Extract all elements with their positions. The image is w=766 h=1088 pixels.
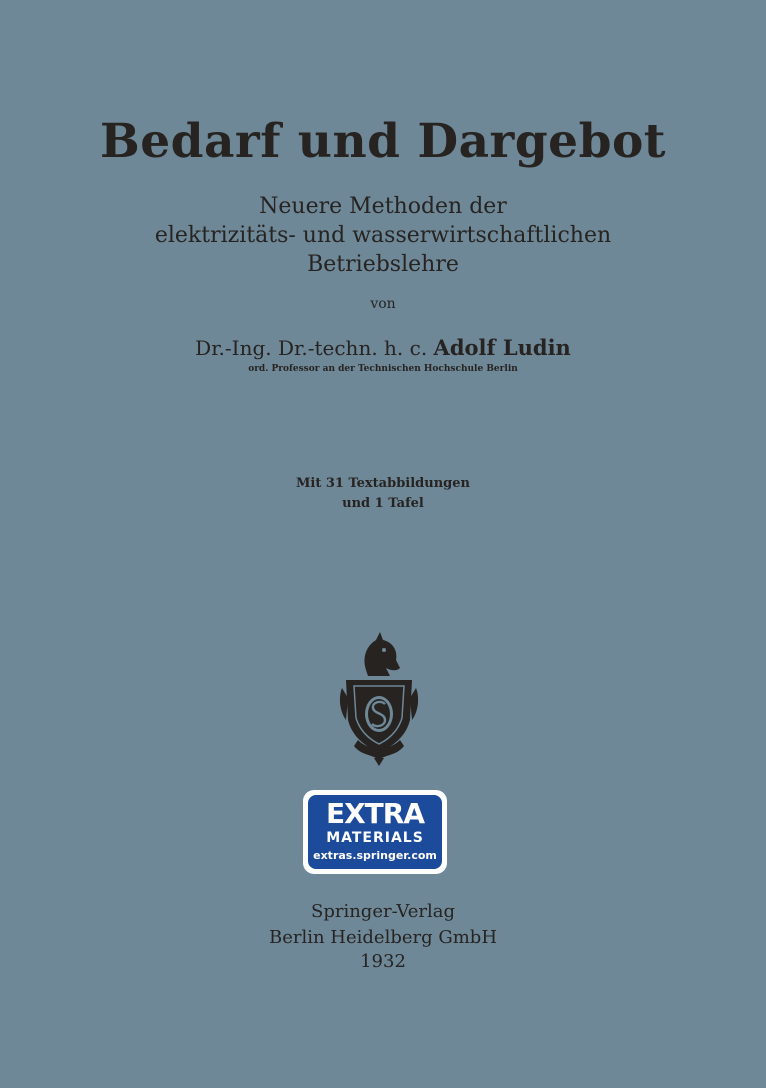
publisher-place: Berlin Heidelberg GmbH xyxy=(268,927,498,948)
extra-materials-badge[interactable] xyxy=(303,790,447,874)
springer-knight-icon xyxy=(336,628,422,766)
illustrations-line-2: und 1 Tafel xyxy=(342,496,424,511)
book-title: Bedarf und Dargebot xyxy=(99,114,667,169)
subtitle-line-1: Neuere Methoden der xyxy=(259,194,507,219)
author-affiliation: ord. Professor an der Technischen Hochschule Berlin xyxy=(248,364,518,374)
extra-materials-badge-inner xyxy=(308,795,442,869)
subtitle-line-2: elektrizitäts- und wasserwirtschaftlichen xyxy=(154,223,612,248)
badge-materials-label: MATERIALS xyxy=(326,830,424,846)
subtitle-line-3: Betriebslehre xyxy=(307,252,459,277)
illustrations-line-1: Mit 31 Textabbildungen xyxy=(296,476,470,491)
author-name: Adolf Ludin xyxy=(433,335,571,360)
publisher-name: Springer-Verlag xyxy=(311,901,455,922)
author-line xyxy=(0,335,766,361)
badge-url: extras.springer.com xyxy=(313,849,437,862)
author-prefix: Dr.-Ing. Dr.-techn. h. c. xyxy=(195,336,428,360)
badge-extra-label: EXTRA xyxy=(325,797,425,830)
publication-year: 1932 xyxy=(360,951,406,972)
by-label: von xyxy=(370,296,396,312)
